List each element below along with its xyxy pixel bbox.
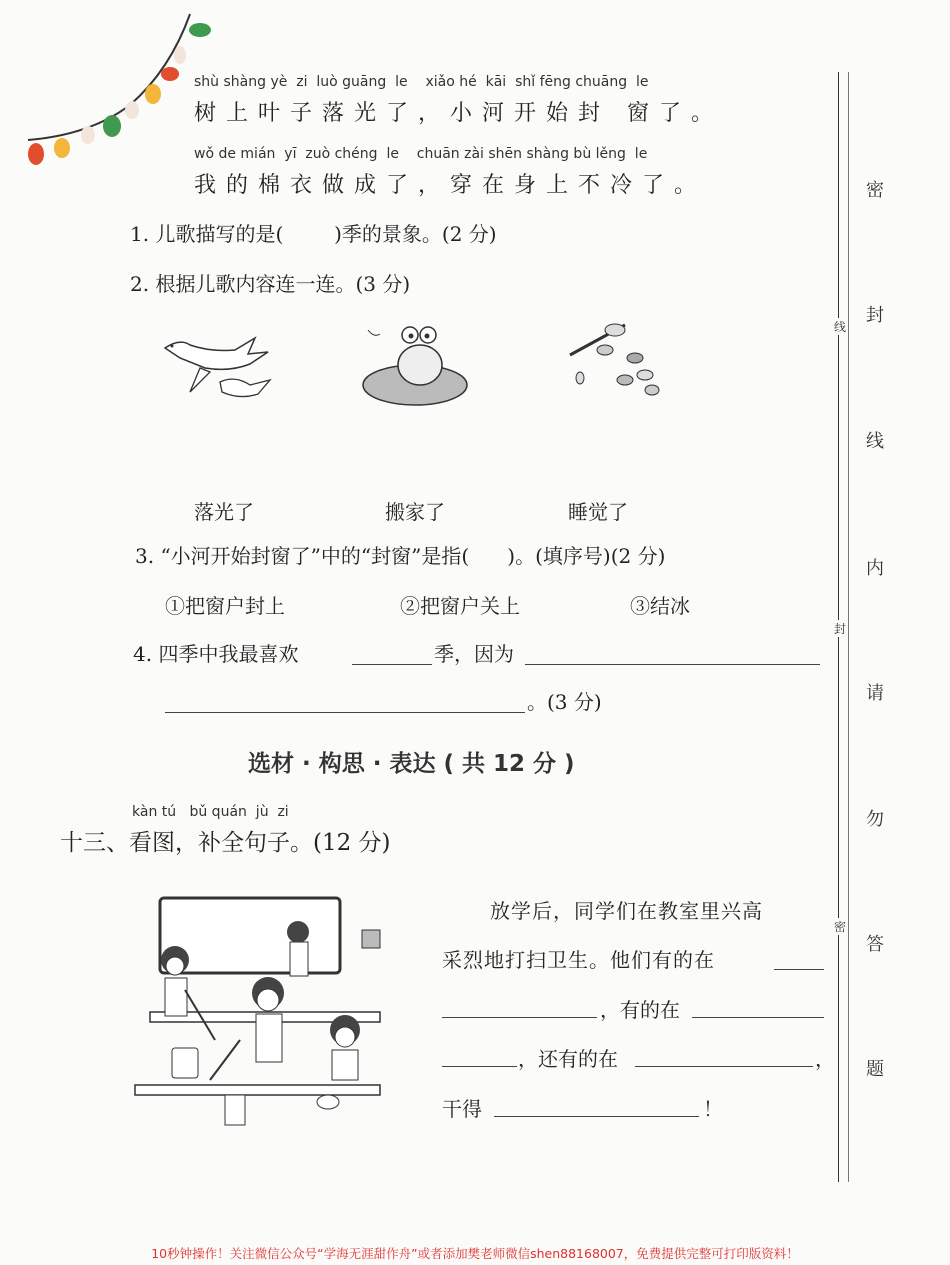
match-label-2: 搬家了 [385,500,445,524]
q13-pinyin: kàn tú bǔ quán jù zi [132,804,289,820]
paragraph-line-1: 放学后，同学们在教室里兴高 [490,899,763,923]
paragraph-line-4-end: ， [815,1047,835,1071]
question-2: 2. 根据儿歌内容连一连。(3 分) [130,272,411,296]
poem-line1-pinyin: shù shàng yè zi luò guāng le xiǎo hé kāi shǐ fēng chuāng le [194,74,649,90]
match-label-3: 睡觉了 [568,500,628,524]
option-3: ③结冰 [630,594,690,618]
seal-char-1: 密 [866,180,884,201]
poem-line2: 我的棉衣做成了，穿在身上不冷了。 [194,173,707,198]
question-4-end: 。(3 分) [527,690,602,714]
answer-blank[interactable] [442,1017,597,1018]
answer-blank[interactable] [774,969,824,970]
seal-char-2: 封 [866,305,884,326]
answer-blank[interactable] [525,664,820,665]
answer-blank[interactable] [635,1066,813,1067]
paragraph-line-3: ，有的在 [600,998,680,1022]
seal-char-6: 勿 [866,809,884,830]
seal-line-inner [848,72,849,1182]
seal-mark-1: 线 [834,320,847,334]
paragraph-line-5-end: ！ [703,1097,723,1121]
classroom-cleaning-illustration [130,890,400,1130]
paragraph-line-2: 采烈地打扫卫生。他们有的在 [442,948,715,972]
garland-decoration [20,10,220,170]
paragraph-line-5: 干得 [442,1097,482,1121]
answer-blank[interactable] [352,664,432,665]
question-4-start: 4. 四季中我最喜欢 [133,642,299,666]
falling-leaves-illustration [560,320,670,400]
question-4-middle: 季，因为 [434,642,514,666]
frog-illustration [360,320,470,410]
question-1: 1. 儿歌描写的是( )季的景象。(2 分) [130,222,497,246]
q13-title: 十三、看图，补全句子。(12 分) [60,830,391,856]
seal-char-5: 请 [866,683,884,704]
seal-char-7: 答 [866,934,884,955]
seal-char-3: 线 [866,431,884,452]
poem-line2-pinyin: wǒ de mián yī zuò chéng le chuān zài shēn shàng bù lěng le [194,146,648,162]
paragraph-line-4: ，还有的在 [518,1047,618,1071]
answer-blank[interactable] [692,1017,824,1018]
geese-illustration [160,330,280,410]
answer-blank[interactable] [165,712,525,713]
match-label-1: 落光了 [194,500,254,524]
answer-blank[interactable] [494,1116,699,1117]
option-1: ①把窗户封上 [165,594,285,618]
option-2: ②把窗户关上 [400,594,520,618]
seal-char-8: 题 [866,1059,884,1080]
seal-mark-3: 密 [834,920,847,934]
seal-char-4: 内 [866,558,884,579]
footer-notice: 10秒钟操作！关注微信公众号“学海无涯甜作舟”或者添加樊老师微信shen88168007，免费提供完整可打印版资料！ [151,1246,799,1261]
section-title: 选材 · 构思 · 表达 ( 共 12 分 ) [248,751,575,777]
poem-line1: 树上叶子落光了，小河开始封 窗了。 [194,101,723,126]
question-3: 3. “小河开始封窗了”中的“封窗”是指( )。(填序号)(2 分) [135,544,666,568]
answer-blank[interactable] [442,1066,517,1067]
seal-mark-2: 封 [834,622,847,636]
